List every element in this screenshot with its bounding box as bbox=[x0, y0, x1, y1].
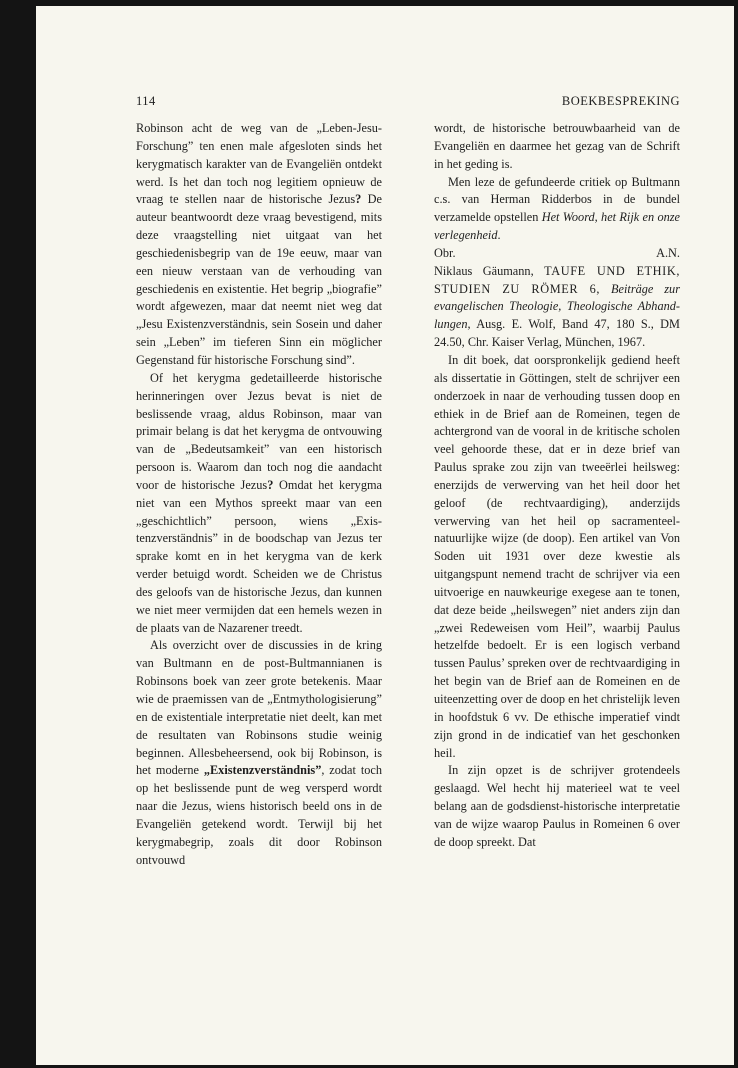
review-details: Ausg. E. Wolf, Band 47, 180 S., DM 24.50, Chr. Kaiser Verlag, München, 1967. bbox=[434, 317, 680, 350]
scan-border-left bbox=[0, 0, 36, 1068]
left-column bbox=[136, 120, 382, 869]
scan-border-right bbox=[734, 0, 738, 1068]
paragraph: Of het kerygma gedetailleerde historische herinneringen over Jezus bevat is niet de beslissende vraag, aldus Robinson, maar van primair belang is dat het kerygma de ontvouwing van de „Bedeutsamkeit” van een historisch persoon is. Waarom dan toch nog die aandacht voor de historische Jezus? Omdat het kerygma niet van een Mythos spreekt maar van een „geschichtlich” persoon, wiens „Existenzverständnis” in de boodschap van Jezus ter sprake komt en in het kerygma van de kerk verder betuigd wordt. Scheiden we de Christus des geloofs van de historische Jezus, dan kunnen we niet meer vermijden dat een hemels wezen in de plaats van de Nazarener treedt. bbox=[136, 370, 382, 635]
signature-right: A.N. bbox=[656, 245, 680, 260]
review-heading bbox=[434, 263, 680, 352]
paragraph: Als overzicht over de discussies in de kring van Bultmann en de post-Bultmannianen is Robinsons boek van zeer grote betekenis. Maar wie de praemissen van de „Entmythologisierung” en de existentiale interpretatie niet deelt, kan met de resultaten van Robinsons studie weinig beginnen. Allesbeheersend, ook bij Robinson, is het moderne „Existenzverständnis”, zodat toch op het beslissende punt de weg versperd wordt naar die Jezus, wiens historisch beeld ons in de Evangeliën getekend wordt. Terwijl bij het kerygmabegrip, zoals dit door Robinson ontvouwd bbox=[136, 638, 382, 867]
signature-left: Obr. bbox=[434, 245, 456, 260]
paragraph: In dit boek, dat oorspronkelijk gediend heeft als dissertatie in Göttingen, stelt de schrijver een onderzoek in naar de verhouding tussen doop en ethiek in de Brief aan de Romeinen, tegen de achtergrond van de vooral in de kritische scholen veel gehoorde these, dat er in deze brief van Paulus sprake zou zijn van tweeërlei heilsweg: enerzijds de verwerving van het heil door het geloof (de rechtvaardiging), anderzijds verwerving van het heil op sacramenteel-natuurlijke wijze (de doop). Een artikel van Von Soden uit 1931 over deze kwestie als uitgangspunt nemend tracht de schrijver via een uitvoerige en nauwkeurige exegese aan te tonen, dat deze beide „heilswegen” niet anders zijn dan „zwei Redeweisen vom Heil”, waarbij Paulus hetzelfde bedoelt. Er is een logisch verband tussen Paulus’ spreken over de rechtvaardiging in het begin van de Brief aan de Romeinen en de uiteenzetting over de doop en het christelijk leven in hoofdstuk 6 vv. De ethische imperatief vindt zijn grond in de indicatief van het geschonken heil. bbox=[434, 352, 680, 760]
cited-title: Het Woord, het Rijk en onze verlegenheid bbox=[434, 210, 680, 243]
review-author: Niklaus Gäumann, bbox=[434, 263, 534, 278]
page-number: 114 bbox=[136, 94, 156, 108]
paragraph: Men leze de gefundeerde critiek op Bultmann c.s. van Herman Ridderbos in de bundel verzamelde opstellen Het Woord, het Rijk en onze verlegenheid. bbox=[434, 174, 680, 243]
right-column bbox=[434, 120, 680, 852]
review-series: Beiträge zur evangelischen Theologie, Theologische Abhandlungen, bbox=[434, 281, 680, 332]
review-title: TAUFE UND ETHIK, STUDIEN ZU RÖMER 6, bbox=[434, 263, 680, 296]
book-page bbox=[36, 6, 734, 1065]
paragraph: Robinson acht de weg van de „Leben-Jesu-Forschung” ten enen male afgesloten sinds het kerygmatisch karakter van de Evangeliën ontdekt werd. Is het dan toch nog legitiem opnieuw de vraag te stellen naar de historische Jezus? De auteur beantwoordt deze vraag bevestigend, mits deze vraagstelling niet uitgaat van het geschiedenisbegrip van de 19e eeuw, maar van een nieuw verstaan van de verhouding van geschiedenis en existentie. Het begrip „biografie” wordt afgewezen, maar dat neemt niet weg dat „Jesu Existenzverständnis, sein Sosein und daher sein „Leben” im tieferen Sinn ein möglicher Gegenstand für historische Forschung sind”. bbox=[136, 121, 382, 367]
paragraph: In zijn opzet is de schrijver grotendeels geslaagd. Wel hecht hij materieel wat te veel belang aan de godsdienst-historische interpretatie van de wijze waarop Paulus in Romeinen 6 over de doop spreekt. Dat bbox=[434, 763, 680, 849]
reviewer-signature bbox=[434, 245, 680, 263]
running-title: BOEKBESPREKING bbox=[561, 94, 680, 108]
paragraph: wordt, de historische betrouwbaarheid van de Evangeliën en daarmee het gezag van de Schrift in het geding is. bbox=[434, 121, 680, 171]
